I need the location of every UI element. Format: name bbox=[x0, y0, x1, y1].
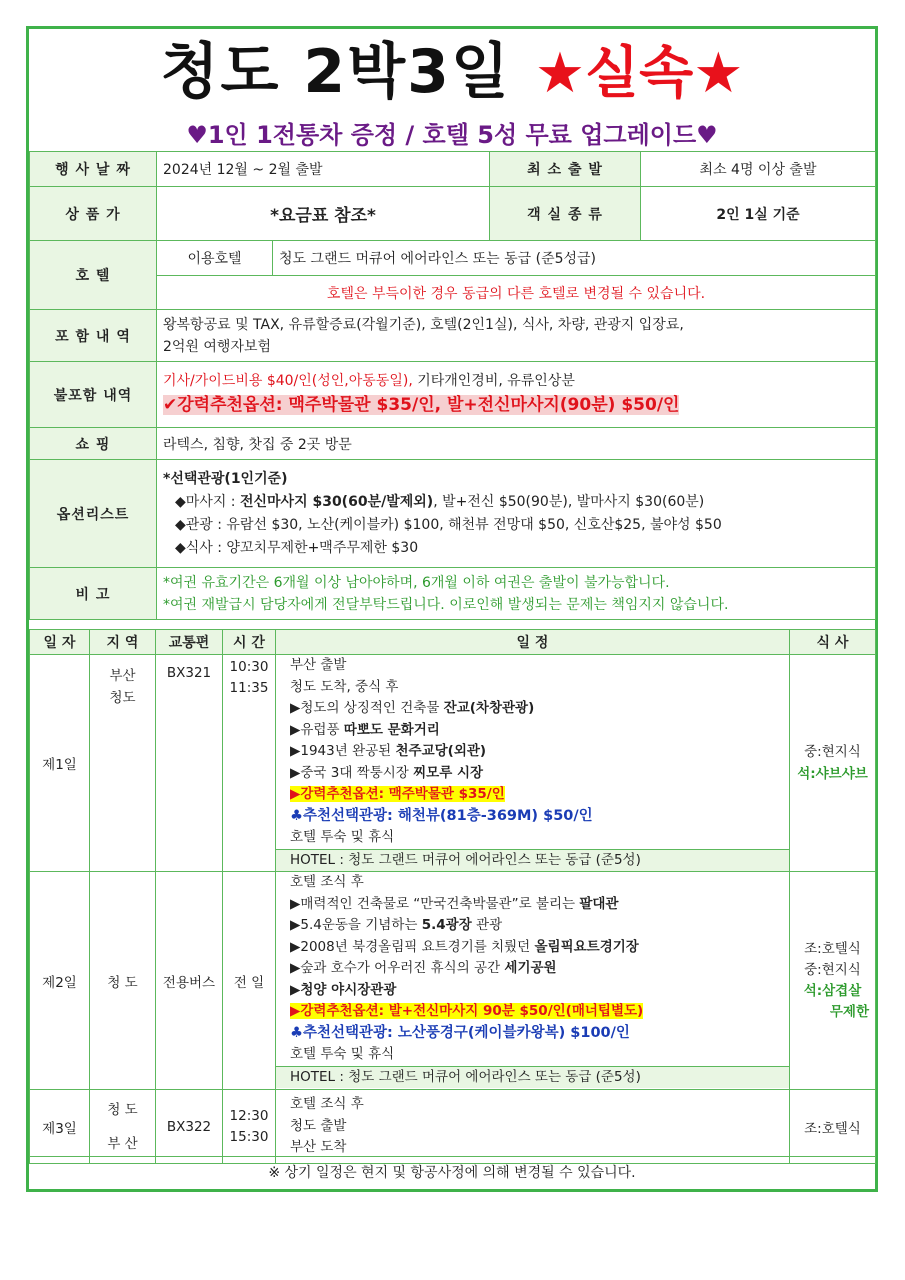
excl-rest: 기타개인경비, 유류인상분 bbox=[412, 373, 575, 389]
note-value bbox=[157, 568, 876, 620]
title-accent: ★실속★ bbox=[534, 41, 744, 106]
incl-line1: 왕복항공료 및 TAX, 유류할증료(각월기준), 호텔(2인1실), 식사, 차량, 관광지 입장료, bbox=[163, 316, 684, 333]
opt-line2: ◆관광 : 유람선 $30, 노산(케이블카) $100, 해천뷰 전망대 $50, 신호산$25, 불야성 $50 bbox=[175, 516, 722, 533]
day3-transport: BX322 bbox=[156, 1090, 223, 1164]
day1-transport: BX321 bbox=[156, 655, 223, 872]
excl-highlight: ✔강력추천옵션: 맥주박물관 $35/인, 발+전신마사지(90분) $50/인 bbox=[163, 395, 680, 415]
day1-region: 부산 청도 bbox=[90, 655, 156, 872]
hotel-sub-label: 이용호텔 bbox=[157, 241, 273, 276]
excl-value bbox=[157, 362, 876, 428]
opt-label: 옵션리스트 bbox=[30, 460, 157, 568]
subtitle: ♥1인 1전통차 증정 / 호텔 5성 무료 업그레이드♥ bbox=[186, 121, 718, 149]
info-table bbox=[29, 151, 876, 620]
header-transport: 교통편 bbox=[156, 630, 223, 655]
day3-time: 12:30 15:30 bbox=[223, 1090, 276, 1164]
day2-meal: 조:호텔식 중:현지식 석:삼겹살 무제한 bbox=[790, 872, 876, 1090]
header-meal: 식 사 bbox=[790, 630, 876, 655]
shop-label: 쇼 핑 bbox=[30, 428, 157, 460]
itinerary-frame bbox=[26, 26, 878, 1192]
header-plan: 일 정 bbox=[276, 630, 790, 655]
day3-meal: 조:호텔식 bbox=[790, 1090, 876, 1164]
day2-hotel: HOTEL : 청도 그랜드 머큐어 에어라인스 또는 동급 (준5성) bbox=[276, 1066, 789, 1089]
min-label: 최 소 출 발 bbox=[490, 152, 641, 187]
hotel-note: 호텔은 부득이한 경우 동급의 다른 호텔로 변경될 수 있습니다. bbox=[157, 276, 876, 310]
opt-value bbox=[157, 460, 876, 568]
day2-region: 청 도 bbox=[90, 872, 156, 1090]
hotel-label: 호 텔 bbox=[30, 241, 157, 310]
opt-line1: ◆마사지 : 전신마사지 $30(60분/발제외), 발+전신 $50(90분), 발마사지 $30(60분) bbox=[175, 493, 705, 510]
page-title bbox=[29, 29, 875, 107]
day2-option-highlight: ▶강력추천옵션: 발+전신마사지 90분 $50/인(매너팁별도) bbox=[290, 1003, 644, 1019]
day3-label: 제3일 bbox=[30, 1090, 90, 1164]
day1-time: 10:30 11:35 bbox=[223, 655, 276, 872]
day1-row bbox=[30, 655, 876, 872]
day1-plan: 부산 출발 청도 도착, 중식 후 ▶청도의 상징적인 건축물 잔교(차창관광) ▶유럽풍 따뽀도 문화거리 ▶1943년 완공된 천주교당(외관) ▶중국 3대 짝퉁시장 찌모루 시장 ▶강력추천옵션: 맥주박물관 $35/인 ♣추천선택관광: 해천뷰(81층-369M) $50/인 호텔 투숙 및 휴식 HOTEL : 청도 그랜드 머큐어 에어라인스 또는 동급 (준5성) bbox=[276, 655, 790, 872]
footer-note: ※ 상기 일정은 현지 및 항공사정에 의해 변경될 수 있습니다. bbox=[29, 1156, 875, 1189]
incl-label: 포 함 내 역 bbox=[30, 310, 157, 362]
date-label: 행 사 날 짜 bbox=[30, 152, 157, 187]
opt-title: *선택관광(1인기준) bbox=[163, 470, 288, 487]
day2-time: 전 일 bbox=[223, 872, 276, 1090]
day1-meal: 중:현지식 석:샤브샤브 bbox=[790, 655, 876, 872]
excl-label: 불포함 내역 bbox=[30, 362, 157, 428]
date-value: 2024년 12월 ~ 2월 출발 bbox=[157, 152, 490, 187]
day1-label: 제1일 bbox=[30, 655, 90, 872]
header-time: 시 간 bbox=[223, 630, 276, 655]
incl-value bbox=[157, 310, 876, 362]
day1-hotel: HOTEL : 청도 그랜드 머큐어 에어라인스 또는 동급 (준5성) bbox=[276, 849, 789, 872]
day2-plan: 호텔 조식 후 ▶매력적인 건축물로 “만국건축박물관”로 불리는 팔대관 ▶5.4운동을 기념하는 5.4광장 관광 ▶2008년 북경올림픽 요트경기를 치뤘던 올림픽요트경기장 ▶숲과 호수가 어우러진 휴식의 공간 세기공원 ▶청양 야시장관광 ▶강력추천옵션: 발+전신마사지 90분 $50/인(매너팁별도) ♣추천선택관광: 노산풍경구(케이블카왕복) $100/인 호텔 투숙 및 휴식 HOTEL : 청도 그랜드 머큐어 에어라인스 또는 동급 (준5성) bbox=[276, 872, 790, 1090]
title-main: 청도 2박3일 bbox=[160, 37, 511, 107]
min-value: 최소 4명 이상 출발 bbox=[641, 152, 876, 187]
note-line1: *여권 유효기간은 6개월 이상 남아야하며, 6개월 이하 여권은 출발이 불가능합니다. bbox=[163, 574, 670, 591]
price-value: *요금표 참조* bbox=[157, 187, 490, 241]
day2-label: 제2일 bbox=[30, 872, 90, 1090]
header-day: 일 자 bbox=[30, 630, 90, 655]
day2-row bbox=[30, 872, 876, 1090]
room-value: 2인 1실 기준 bbox=[641, 187, 876, 241]
note-line2: *여권 재발급시 담당자에게 전달부탁드립니다. 이로인해 발생되는 문제는 책임지지 않습니다. bbox=[163, 596, 729, 613]
shop-value: 라텍스, 침향, 찻집 중 2곳 방문 bbox=[157, 428, 876, 460]
opt-line3: ◆식사 : 양꼬치무제한+맥주무제한 $30 bbox=[175, 539, 419, 556]
schedule-table bbox=[29, 629, 876, 1164]
day3-plan: 호텔 조식 후 청도 출발 부산 도착 bbox=[276, 1090, 790, 1164]
excl-red: 기사/가이드비용 $40/인(성인,아동동일), bbox=[163, 373, 413, 389]
header-region: 지 역 bbox=[90, 630, 156, 655]
day1-option-highlight: ▶강력추천옵션: 맥주박물관 $35/인 bbox=[290, 786, 505, 802]
hotel-value: 청도 그랜드 머큐어 에어라인스 또는 동급 (준5성급) bbox=[273, 241, 876, 276]
incl-line2: 2억원 여행자보험 bbox=[163, 338, 272, 355]
room-label: 객 실 종 류 bbox=[490, 187, 641, 241]
day3-row bbox=[30, 1090, 876, 1164]
day2-transport: 전용버스 bbox=[156, 872, 223, 1090]
day3-region: 청 도 부 산 bbox=[90, 1090, 156, 1164]
note-label: 비 고 bbox=[30, 568, 157, 620]
price-label: 상 품 가 bbox=[30, 187, 157, 241]
